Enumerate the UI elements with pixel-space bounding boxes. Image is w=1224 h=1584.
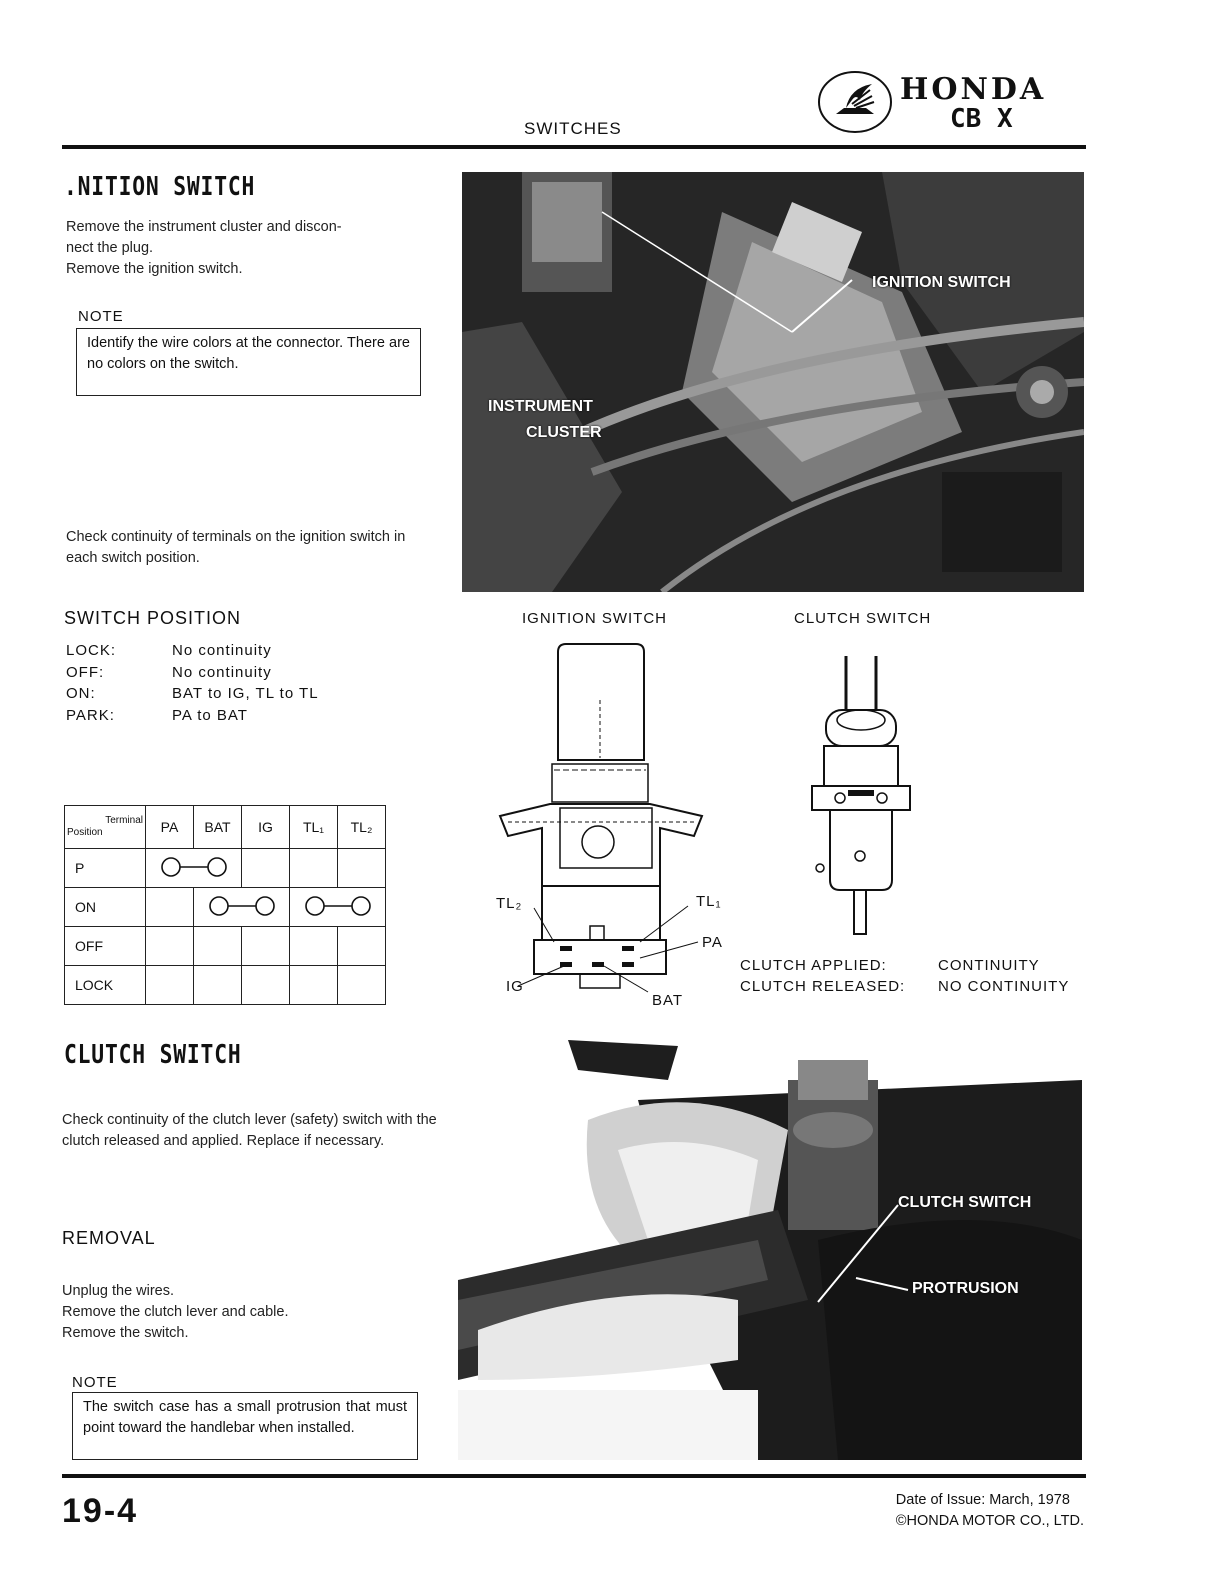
honda-wing-logo-icon [816, 70, 894, 134]
ignition-check-text: Check continuity of terminals on the ignition switch in each switch position. [66, 529, 406, 566]
clutch-heading: CLUTCH SWITCH [64, 1040, 242, 1070]
table-corner-cell: Terminal Position [65, 806, 146, 849]
model-name: CB X [950, 104, 1013, 134]
ignition-note-label: NOTE [78, 308, 124, 325]
clutch-check-text: Check continuity of the clutch lever (safety) switch with the clutch released and applied. Replace if necessary. [62, 1112, 437, 1149]
brand-name: HONDA [900, 72, 1047, 107]
continuity-link-pa-bat [146, 849, 242, 888]
terminal-continuity-table [64, 805, 386, 1005]
clutch-switch-diagram [800, 650, 920, 940]
ignition-note-box: Identify the wire colors at the connector. There are no colors on the switch. [76, 328, 421, 396]
callout-clutch-switch: CLUTCH SWITCH [898, 1194, 1032, 1211]
footer-info [896, 1490, 1084, 1532]
label-ig: IG [506, 978, 524, 995]
clutch-continuity-legend: CLUTCH APPLIED: CONTINUITY CLUTCH RELEASED: NO CONTINUITY [740, 957, 1070, 995]
removal-steps: Unplug the wires. Remove the clutch lever and cable. Remove the switch. [62, 1283, 289, 1341]
continuity-link-bat-ig [194, 888, 290, 927]
row-header: LOCK [65, 966, 146, 1005]
label-tl1: TL₁ [696, 893, 722, 910]
label-pa: PA [702, 934, 723, 951]
table-row [65, 849, 386, 888]
switch-position-row: OFF: No continuity [66, 663, 272, 681]
ignition-heading: .NITION SWITCH [64, 172, 256, 202]
copyright: ©HONDA MOTOR CO., LTD. [895, 1513, 1084, 1529]
clutch-diagram-title: CLUTCH SWITCH [794, 610, 932, 627]
clutch-note-box: The switch case has a small protrusion that must point toward the handlebar when installed. [72, 1392, 418, 1460]
continuity-link-tl1-tl2 [290, 888, 386, 927]
page-number: 19-4 [62, 1492, 139, 1530]
column-header: IG [242, 806, 290, 849]
issue-date: Date of Issue: March, 1978 [895, 1492, 1070, 1508]
callout-ignition-switch: IGNITION SWITCH [872, 274, 1011, 291]
ignition-switch-photo [462, 172, 1084, 592]
row-header: ON [65, 888, 146, 927]
column-header: TL₂ [338, 806, 386, 849]
table-row [65, 927, 386, 966]
column-header: BAT [194, 806, 242, 849]
removal-heading: REMOVAL [62, 1228, 156, 1248]
callout-protrusion: PROTRUSION [912, 1280, 1019, 1297]
callout-cluster: CLUSTER [526, 424, 602, 441]
table-header-row [65, 806, 386, 849]
ignition-diagram-title: IGNITION SWITCH [522, 610, 667, 627]
header-rule [62, 145, 1086, 149]
row-header: P [65, 849, 146, 888]
switch-position-list [66, 640, 319, 726]
table-row [65, 888, 386, 927]
ignition-instructions: Remove the instrument cluster and discon- nect the plug. Remove the ignition switch. [66, 219, 342, 277]
clutch-switch-photo [458, 1040, 1082, 1460]
footer-rule [62, 1474, 1086, 1478]
switch-position-heading: SWITCH POSITION [64, 608, 241, 628]
row-header: OFF [65, 927, 146, 966]
continuity-link-icon [149, 855, 239, 879]
clutch-note-label: NOTE [72, 1374, 118, 1391]
label-tl2: TL₂ [496, 895, 523, 912]
continuity-link-icon [197, 894, 287, 918]
column-header: PA [146, 806, 194, 849]
section-title: SWITCHES [524, 119, 622, 138]
label-bat: BAT [652, 992, 684, 1009]
ignition-switch-diagram [490, 640, 720, 1010]
switch-position-row: PARK: PA to BAT [66, 706, 248, 724]
column-header: TL₁ [290, 806, 338, 849]
table-row [65, 966, 386, 1005]
callout-instrument: INSTRUMENT [488, 398, 593, 415]
continuity-link-icon [293, 894, 383, 918]
switch-position-row: LOCK: No continuity [66, 642, 272, 659]
switch-position-row: ON: BAT to IG, TL to TL [66, 685, 319, 702]
